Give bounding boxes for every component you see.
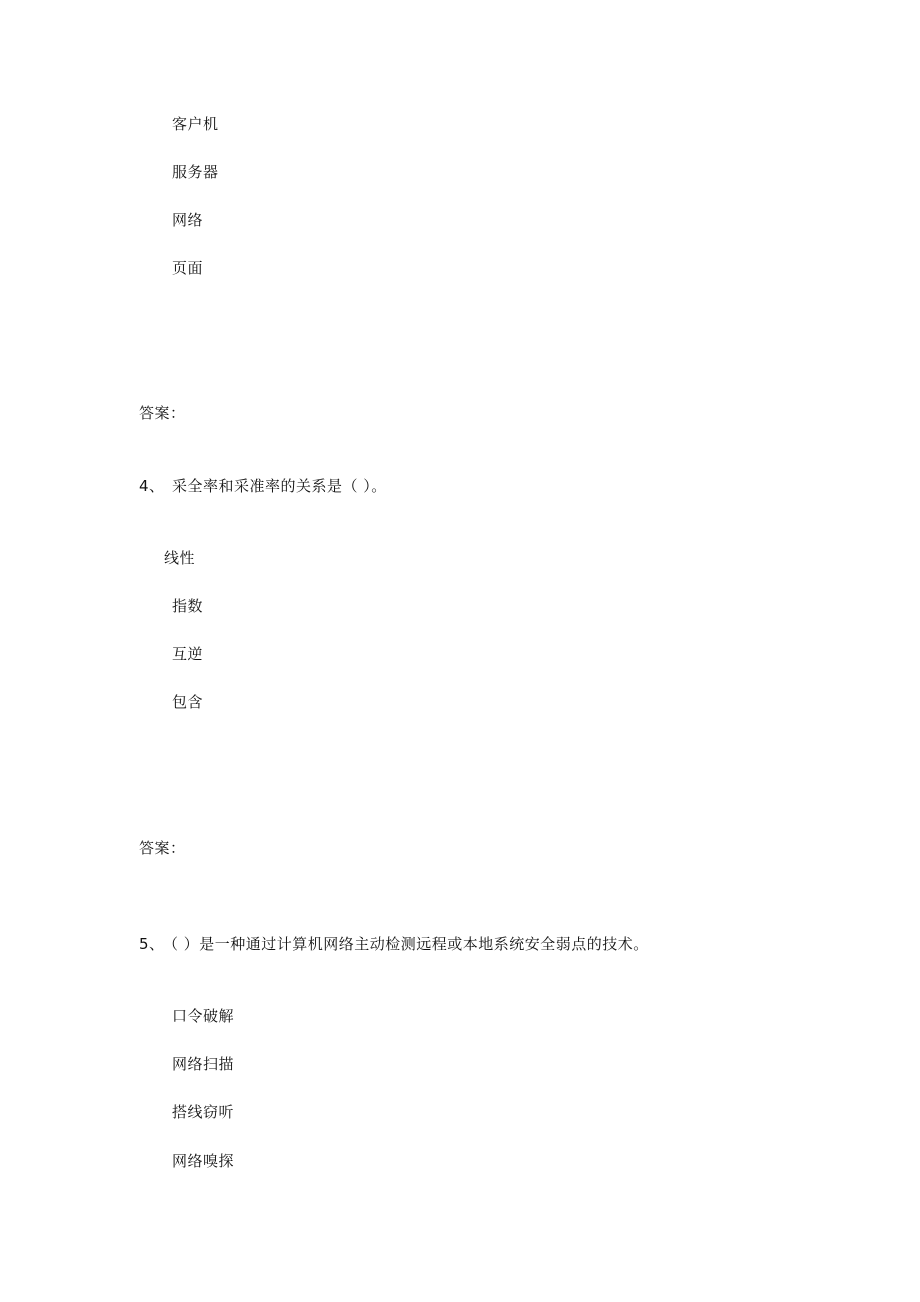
q4-option-4: 包含 [172,693,204,711]
answer-label: 答案： [139,404,186,422]
question-number: 4、 [139,477,165,495]
question-4 [139,476,387,496]
q4-option-1: 线性 [164,549,196,567]
question-text: （ ）是一种通过计算机网络主动检测远程或本地系统安全弱点的技术。 [163,935,649,953]
option-3: 网络 [172,211,204,229]
option-4: 页面 [172,259,204,277]
answer-label: 答案： [139,839,186,857]
question-text: 采全率和采准率的关系是（ ）。 [172,477,387,495]
q5-option-1: 口令破解 [172,1007,235,1025]
q5-option-2: 网络扫描 [172,1055,235,1073]
q4-option-3: 互逆 [172,645,204,663]
option-2: 服务器 [172,163,219,181]
q4-option-2: 指数 [172,597,204,615]
question-5 [139,934,649,954]
q5-option-3: 搭线窃听 [172,1103,235,1121]
option-1: 客户机 [172,115,219,133]
q5-option-4: 网络嗅探 [172,1152,235,1170]
question-number: 5、 [139,935,165,953]
